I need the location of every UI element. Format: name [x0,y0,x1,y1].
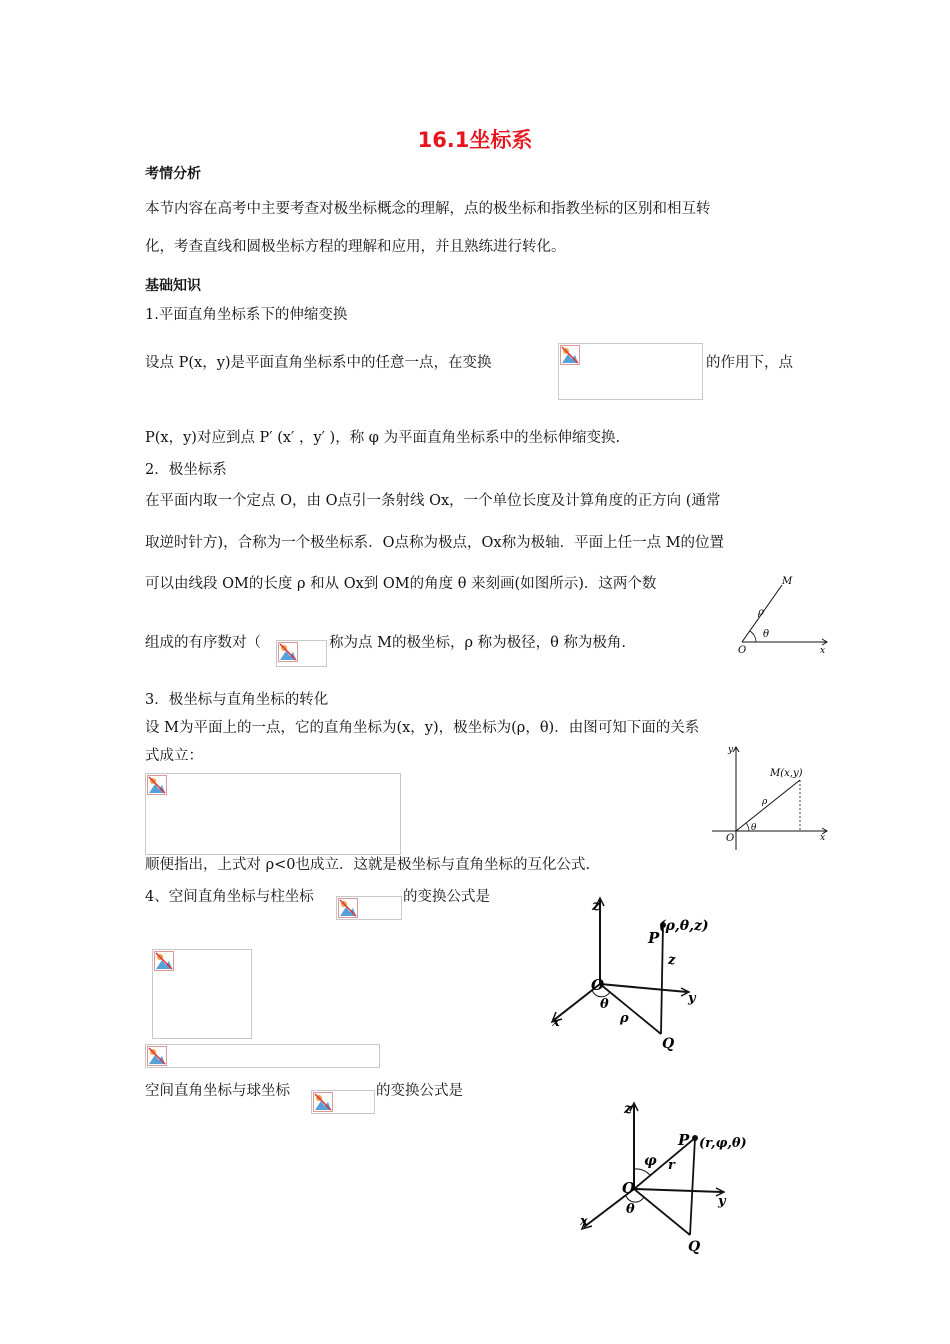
rect-polar-diagram [707,742,835,854]
analysis-line-1: 本节内容在高考中主要考查对极坐标概念的理解，点的极坐标和指教坐标的区别和相互转 [145,201,711,217]
cylindrical-coords-image [336,896,402,920]
height-z-label: z [668,953,676,968]
y-axis-label: y [728,745,734,755]
section3-line1: 设 M为平面上的一点，它的直角坐标为(x，y)，极坐标为(ρ，θ)．由图可知下面的关系 [145,720,700,736]
theta-label: θ [600,997,609,1012]
point-m-label: M(x,y) [770,768,803,779]
section3-line2: 式成立： [145,748,203,764]
section4-line2-a: 空间直角坐标与球坐标 [145,1083,290,1099]
broken-image-icon [278,642,298,662]
rho-label: ρ [762,797,768,807]
section1-line1-a: 设点 P(x，y)是平面直角坐标系中的任意一点，在变换 [145,355,492,371]
point-p-label: P [678,1131,690,1149]
transform-formula-image [558,343,703,400]
theta-label: θ [763,629,770,640]
broken-image-icon [338,898,358,918]
point-p-label: P [648,929,660,947]
cylindrical-formula-image [152,949,252,1039]
theta-label: θ [626,1202,635,1217]
r-label: r [668,1158,675,1173]
broken-image-icon [147,775,167,795]
analysis-line-2: 化，考查直线和圆极坐标方程的理解和应用，并且熟练进行转化。 [145,239,566,255]
rho-label: ρ [620,1011,629,1026]
broken-image-icon [154,951,174,971]
rho-label: ρ [758,607,764,618]
broken-image-icon [313,1092,333,1112]
phi-label: φ [644,1153,657,1169]
x-axis-label: x [552,1015,560,1030]
broken-image-icon [560,345,580,365]
cylindrical-diagram [542,892,717,1062]
polar-diagram [732,572,832,656]
y-axis-label: y [688,991,696,1006]
cylindrical-formula-image-2 [145,1044,380,1068]
section2-line3: 可以由线段 OM的长度 ρ 和从 Ox到 OM的角度 θ 来刻画(如图所示)．这两个数 [145,576,657,592]
section4-line1-a: 4、空间直角坐标与柱坐标 [145,889,314,905]
section2-line4-b: 称为点 M的极坐标，ρ 称为极径，θ 称为极角. [329,635,627,651]
spherical-diagram [572,1097,757,1262]
spherical-coords-image [311,1090,375,1114]
origin-label: O [726,833,735,844]
z-axis-label: z [592,898,600,914]
point-m-label: M [782,576,793,587]
origin-label: O [622,1179,636,1197]
section1-line1-b: 的作用下，点 [706,355,793,371]
section4-line1-b: 的变换公式是 [403,889,490,905]
section4-line2-b: 的变换公式是 [376,1083,463,1099]
origin-label: O [591,976,605,994]
section2-line4-a: 组成的有序数对（ [145,635,261,651]
polar-pair-image [276,640,327,667]
theta-label: θ [751,823,757,833]
section2-line1: 在平面内取一个定点 O，由 O点引一条射线 Ox，一个单位长度及计算角度的正方向 (通常 [145,493,721,509]
section1-line2: P(x，y)对应到点 P′ (x′ ，y′ )，称 φ 为平面直角坐标系中的坐标伸缩变换. [145,430,621,446]
x-axis-label: x [820,646,826,656]
point-p-coords: (ρ,θ,z) [659,918,709,934]
basics-heading: 基础知识 [145,278,201,294]
section2-title: 2．极坐标系 [145,462,227,478]
origin-label: O [738,645,747,656]
section1-title: 1.平面直角坐标系下的伸缩变换 [145,307,348,323]
section3-title: 3．极坐标与直角坐标的转化 [145,692,329,708]
page-title: 16.1坐标系 [417,128,533,152]
conversion-formula-image [145,773,401,855]
z-axis-label: z [624,1101,632,1117]
section2-line2: 取逆时针方)，合称为一个极坐标系．O点称为极点，Ox称为极轴．平面上任一点 M的位置 [145,535,725,551]
analysis-heading: 考情分析 [145,166,201,182]
point-p-coords: (r,φ,θ) [699,1136,747,1151]
broken-image-icon [147,1046,167,1066]
x-axis-label: x [820,833,826,843]
point-q-label: Q [688,1239,701,1255]
y-axis-label: y [718,1194,726,1209]
section3-line3: 顺便指出，上式对 ρ<0也成立．这就是极坐标与直角坐标的互化公式. [145,857,591,873]
point-q-label: Q [662,1036,675,1052]
x-axis-label: x [580,1214,588,1229]
